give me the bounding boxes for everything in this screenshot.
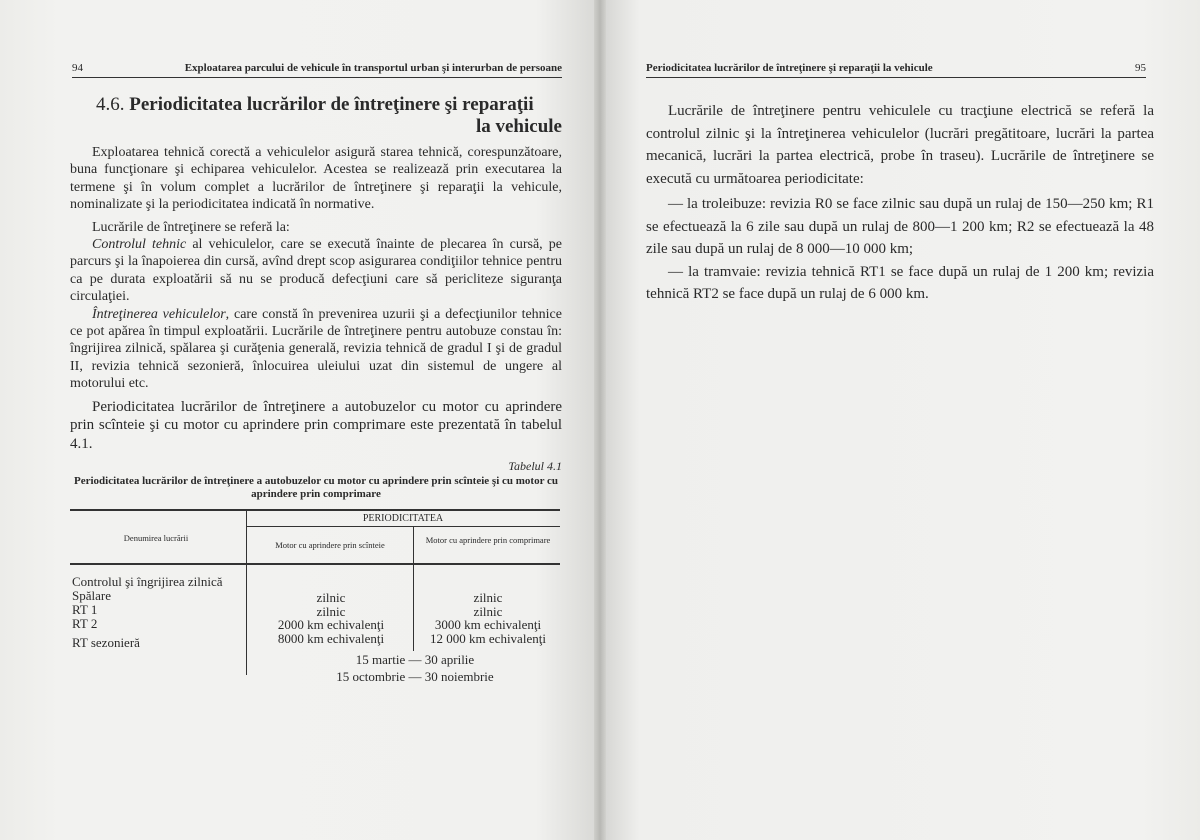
list-item-maintenance [70,306,562,393]
table-cell: zilnic [316,603,346,619]
table-col-divider [413,527,414,651]
right-body-text [646,100,1154,306]
term: Controlul tehnic [92,237,187,253]
section-title [96,94,562,138]
list-item-control [70,236,562,306]
paragraph: Periodicitatea lucrărilor de întreţinere a autobuzelor cu motor cu aprindere prin scînteie şi cu motor cu aprindere prin comprimare este prezentată în tabelul 4.1. [70,398,562,452]
table-cell: Spălare [72,588,111,604]
book-spine [594,0,606,840]
term: Întreţinerea vehiculelor [92,306,226,322]
table-col-names [72,575,240,650]
running-head-text: Periodicitatea lucrărilor de întreţinere şi reparaţii la vehicule [646,62,933,74]
table-cell: RT 1 [72,602,98,618]
table-cell: zilnic [473,603,503,619]
table-col-spark [252,591,410,645]
table-cell-season2: 15 octombrie — 30 noiembrie [336,669,494,685]
table-cell: 12 000 km echivalenţi [430,630,546,646]
table-label: Tabelul 4.1 [508,459,562,474]
item-text: , care constă în prevenirea uzurii şi a defecţiunilor tehnice ce pot apărea în timpul exploatării. Lucrările de întreţinere pentru autobuze constau în: îngrijirea zilnică, spălarea şi curăţenia generală, revizia tehnică de gradul I şi de gradul II, revizia tehnică sezonieră, înlocuirea uleiului uzat din sistemul de ungere al motorului etc. [70,306,562,392]
table-cell: RT sezonieră [72,635,140,651]
table-cell-season1: 15 martie — 30 aprilie [355,652,475,668]
table-header-group: PERIODICITATEA [362,513,444,525]
table-cell: 2000 km echivalenţi [277,617,385,633]
page-number: 94 [72,62,83,74]
table-cell: Controlul şi îngrijirea zilnică [72,574,223,590]
paragraph-tram: — la tramvaie: revizia tehnică RT1 se face după un rulaj de 1 200 km; revizia tehnică RT2 se face după un rulaj de 6 000 km. [646,263,1154,302]
table-4-1 [70,509,560,687]
table-cell: 3000 km echivalenţi [434,617,542,633]
table-header-rule [70,563,560,565]
running-header-left [72,62,562,78]
page-number: 95 [1135,62,1146,74]
running-header-right [646,62,1146,78]
table-cell: zilnic [473,590,503,606]
section-number: 4.6. [96,94,125,115]
section-title-line2: la vehicule [475,116,562,137]
table-cell: zilnic [316,590,346,606]
paragraph: Lucrările de întreţinere se referă la: [92,219,290,235]
table-header-name: Denumirea lucrării [123,533,189,544]
paragraph: Lucrările de întreţinere pentru vehiculele cu tracţiune electrică se referă la controlul zilnic şi la întreţinerea vehiculelor (lucrări pregătitoare, lucrări la partea mecanică, lucrări la partea electrică, probe în traseu). Lucrările de întreţinere se execută cu următoarea periodicitate: [646,103,1154,187]
table-title: Periodicitatea lucrărilor de întreţinere a autobuzelor cu motor cu aprindere prin scînteie şi cu motor cu aprindere prin comprimare [73,475,559,501]
paragraph: Exploatarea tehnică corectă a vehiculelor asigură starea tehnică, corespunzătoare, buna funcţionare şi echiparea vehiculelor. Acestea se realizează prin executarea la termene şi în volum complet a lucrărilor de întreţinere şi reparaţii la vehicule, nominalizate şi la periodicitatea indicată în normative. [70,145,562,213]
left-body-text [70,144,562,453]
running-head-text: Exploatarea parcului de vehicule în transportul urban şi interurban de persoane [184,62,562,74]
table-col-divider [246,511,247,675]
table-cell: RT 2 [72,616,98,632]
table-top-rule [70,509,560,511]
table-header-compression: Motor cu aprindere prin comprimare [425,535,551,546]
item-text: al vehiculelor, care se execută înainte de plecarea în cursă, pe parcurs şi la înapoierea din cursă, avînd drept scop asigurarea condiţiilor tehnice pentru ca pe durata exploatării să nu se producă defecţiuni care să pericliteze siguranţa circulaţiei. [70,237,562,305]
table-header-spark: Motor cu aprindere prin scînteie [275,540,385,551]
table-col-compression [416,591,560,645]
table-group-rule [246,526,560,527]
paragraph-trolleybus: — la troleibuze: revizia R0 se face zilnic sau după un rulaj de 150—250 km; R1 se efectuează la 6 zile sau după un rulaj de 800—1 200 km; R2 se efectuează la 48 zile sau după un rulaj de 8 000—10 000 km; [646,196,1154,257]
section-title-line1: Periodicitatea lucrărilor de întreţinere şi reparaţii [129,94,534,115]
left-page-content [70,94,562,687]
table-cell: 8000 km echivalenţi [277,630,385,646]
